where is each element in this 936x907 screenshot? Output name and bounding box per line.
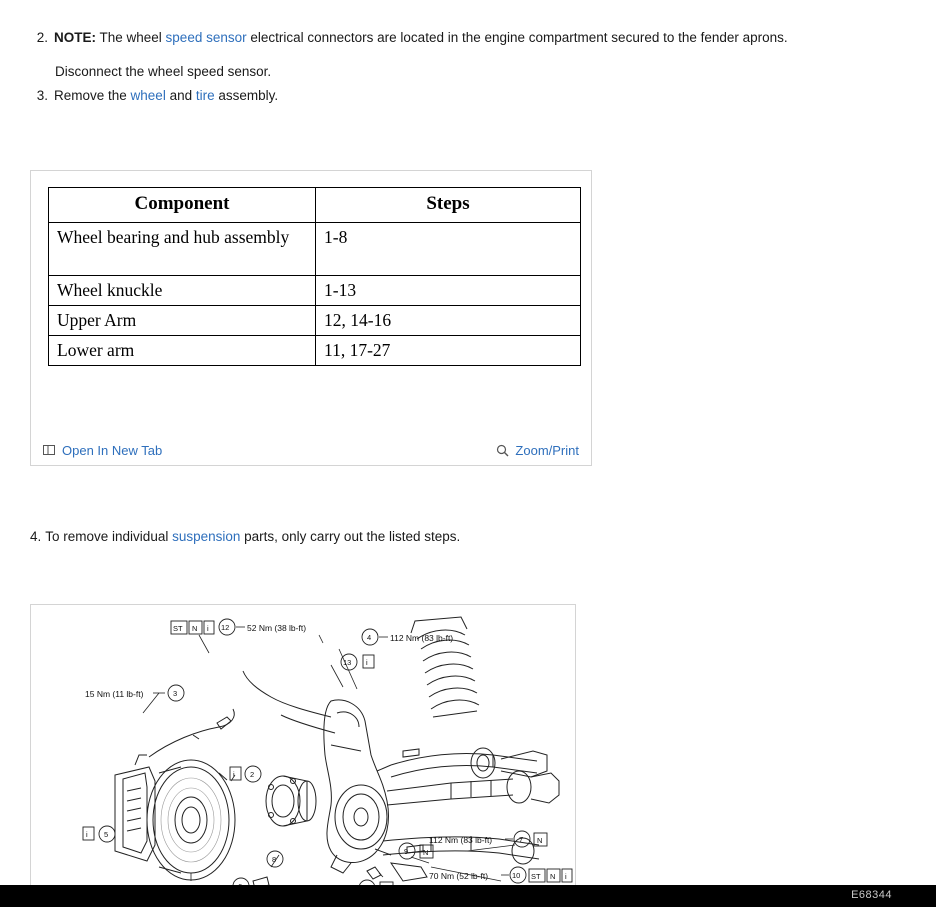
callout-label-15nm: 15 Nm (11 lb-ft) [85, 689, 144, 699]
cell-component: Upper Arm [49, 306, 316, 336]
step-item-3 [30, 86, 900, 106]
zoom-print-label: Zoom/Print [515, 442, 579, 458]
link-wheel[interactable]: wheel [130, 88, 166, 103]
table-header-row [49, 188, 581, 223]
diagram-code-label: E68344 [851, 889, 892, 901]
link-speed-sensor[interactable]: speed sensor [165, 30, 247, 45]
table-row [49, 223, 581, 276]
step3-text-after: assembly. [214, 88, 279, 103]
cell-component: Wheel knuckle [49, 276, 316, 306]
svg-text:N: N [550, 872, 556, 881]
note-label: NOTE: [54, 30, 96, 45]
step-text [54, 86, 900, 106]
svg-text:8: 8 [272, 855, 277, 864]
step-item-2 [30, 28, 900, 48]
svg-text:7: 7 [519, 835, 524, 844]
svg-text:i: i [86, 830, 88, 839]
steps-block [30, 28, 900, 108]
step-item-4 [30, 527, 900, 547]
step-text [54, 28, 900, 48]
step4-text-after: parts, only carry out the listed steps. [240, 529, 461, 544]
callout-badge-3: 3 [173, 689, 178, 698]
component-steps-figure [30, 170, 592, 466]
table-row [49, 306, 581, 336]
cell-steps: 1-8 [316, 223, 581, 276]
new-tab-icon [43, 444, 56, 457]
cell-steps: 1-13 [316, 276, 581, 306]
svg-text:10: 10 [512, 871, 521, 880]
suspension-diagram-svg [31, 605, 575, 903]
step-text-before: The wheel [96, 30, 166, 45]
svg-text:5: 5 [104, 830, 109, 839]
component-steps-table [48, 187, 581, 366]
magnifier-icon [496, 444, 509, 457]
cell-component: Lower arm [49, 336, 316, 366]
svg-text:ST: ST [531, 872, 541, 881]
cell-component: Wheel bearing and hub assembly [49, 223, 316, 276]
callout-label-52nm: 52 Nm (38 lb-ft) [247, 623, 307, 633]
svg-text:N: N [423, 848, 429, 857]
zoom-print-button[interactable] [496, 443, 579, 458]
svg-text:i: i [233, 770, 235, 779]
link-tire[interactable]: tire [195, 88, 215, 103]
svg-text:9: 9 [404, 847, 409, 856]
svg-text:N: N [192, 624, 198, 633]
callout-label-70nm: 70 Nm (52 lb-ft) [429, 871, 489, 881]
suspension-diagram-figure [30, 604, 576, 904]
svg-text:13: 13 [343, 658, 352, 667]
link-suspension[interactable]: suspension [172, 529, 241, 544]
svg-text:12: 12 [221, 623, 230, 632]
step-number: 4. [30, 529, 42, 544]
cell-steps: 12, 14-16 [316, 306, 581, 336]
svg-text:i: i [207, 624, 209, 633]
svg-text:2: 2 [250, 770, 255, 779]
table-header-steps: Steps [316, 188, 581, 223]
bottom-status-bar [0, 885, 936, 907]
step3-text-mid: and [165, 88, 196, 103]
step-number: 2. [36, 30, 48, 45]
callout-label-112nm-top: 112 Nm (83 lb-ft) [390, 633, 454, 643]
table-row [49, 276, 581, 306]
table-row [49, 336, 581, 366]
svg-text:i: i [366, 658, 368, 667]
table-header-component: Component [49, 188, 316, 223]
figure-footer [31, 435, 591, 465]
step-text-after: electrical connectors are located in the engine compartment secured to the fender aprons. [246, 30, 788, 45]
subline-disconnect: Disconnect the wheel speed sensor. [55, 64, 272, 79]
svg-text:i: i [565, 872, 567, 881]
svg-text:ST: ST [173, 624, 183, 633]
open-in-new-tab-button[interactable] [43, 443, 162, 458]
step4-text-before: To remove individual [45, 529, 173, 544]
cell-steps: 11, 17-27 [316, 336, 581, 366]
suspension-diagram [31, 605, 575, 903]
svg-text:N: N [537, 836, 543, 845]
step3-text-before: Remove the [54, 88, 131, 103]
svg-text:4: 4 [367, 633, 372, 642]
open-in-new-tab-label: Open In New Tab [62, 442, 163, 458]
step-number: 3. [36, 88, 48, 103]
callout-label-112nm-right: 112 Nm (83 lb-ft) [429, 835, 493, 845]
